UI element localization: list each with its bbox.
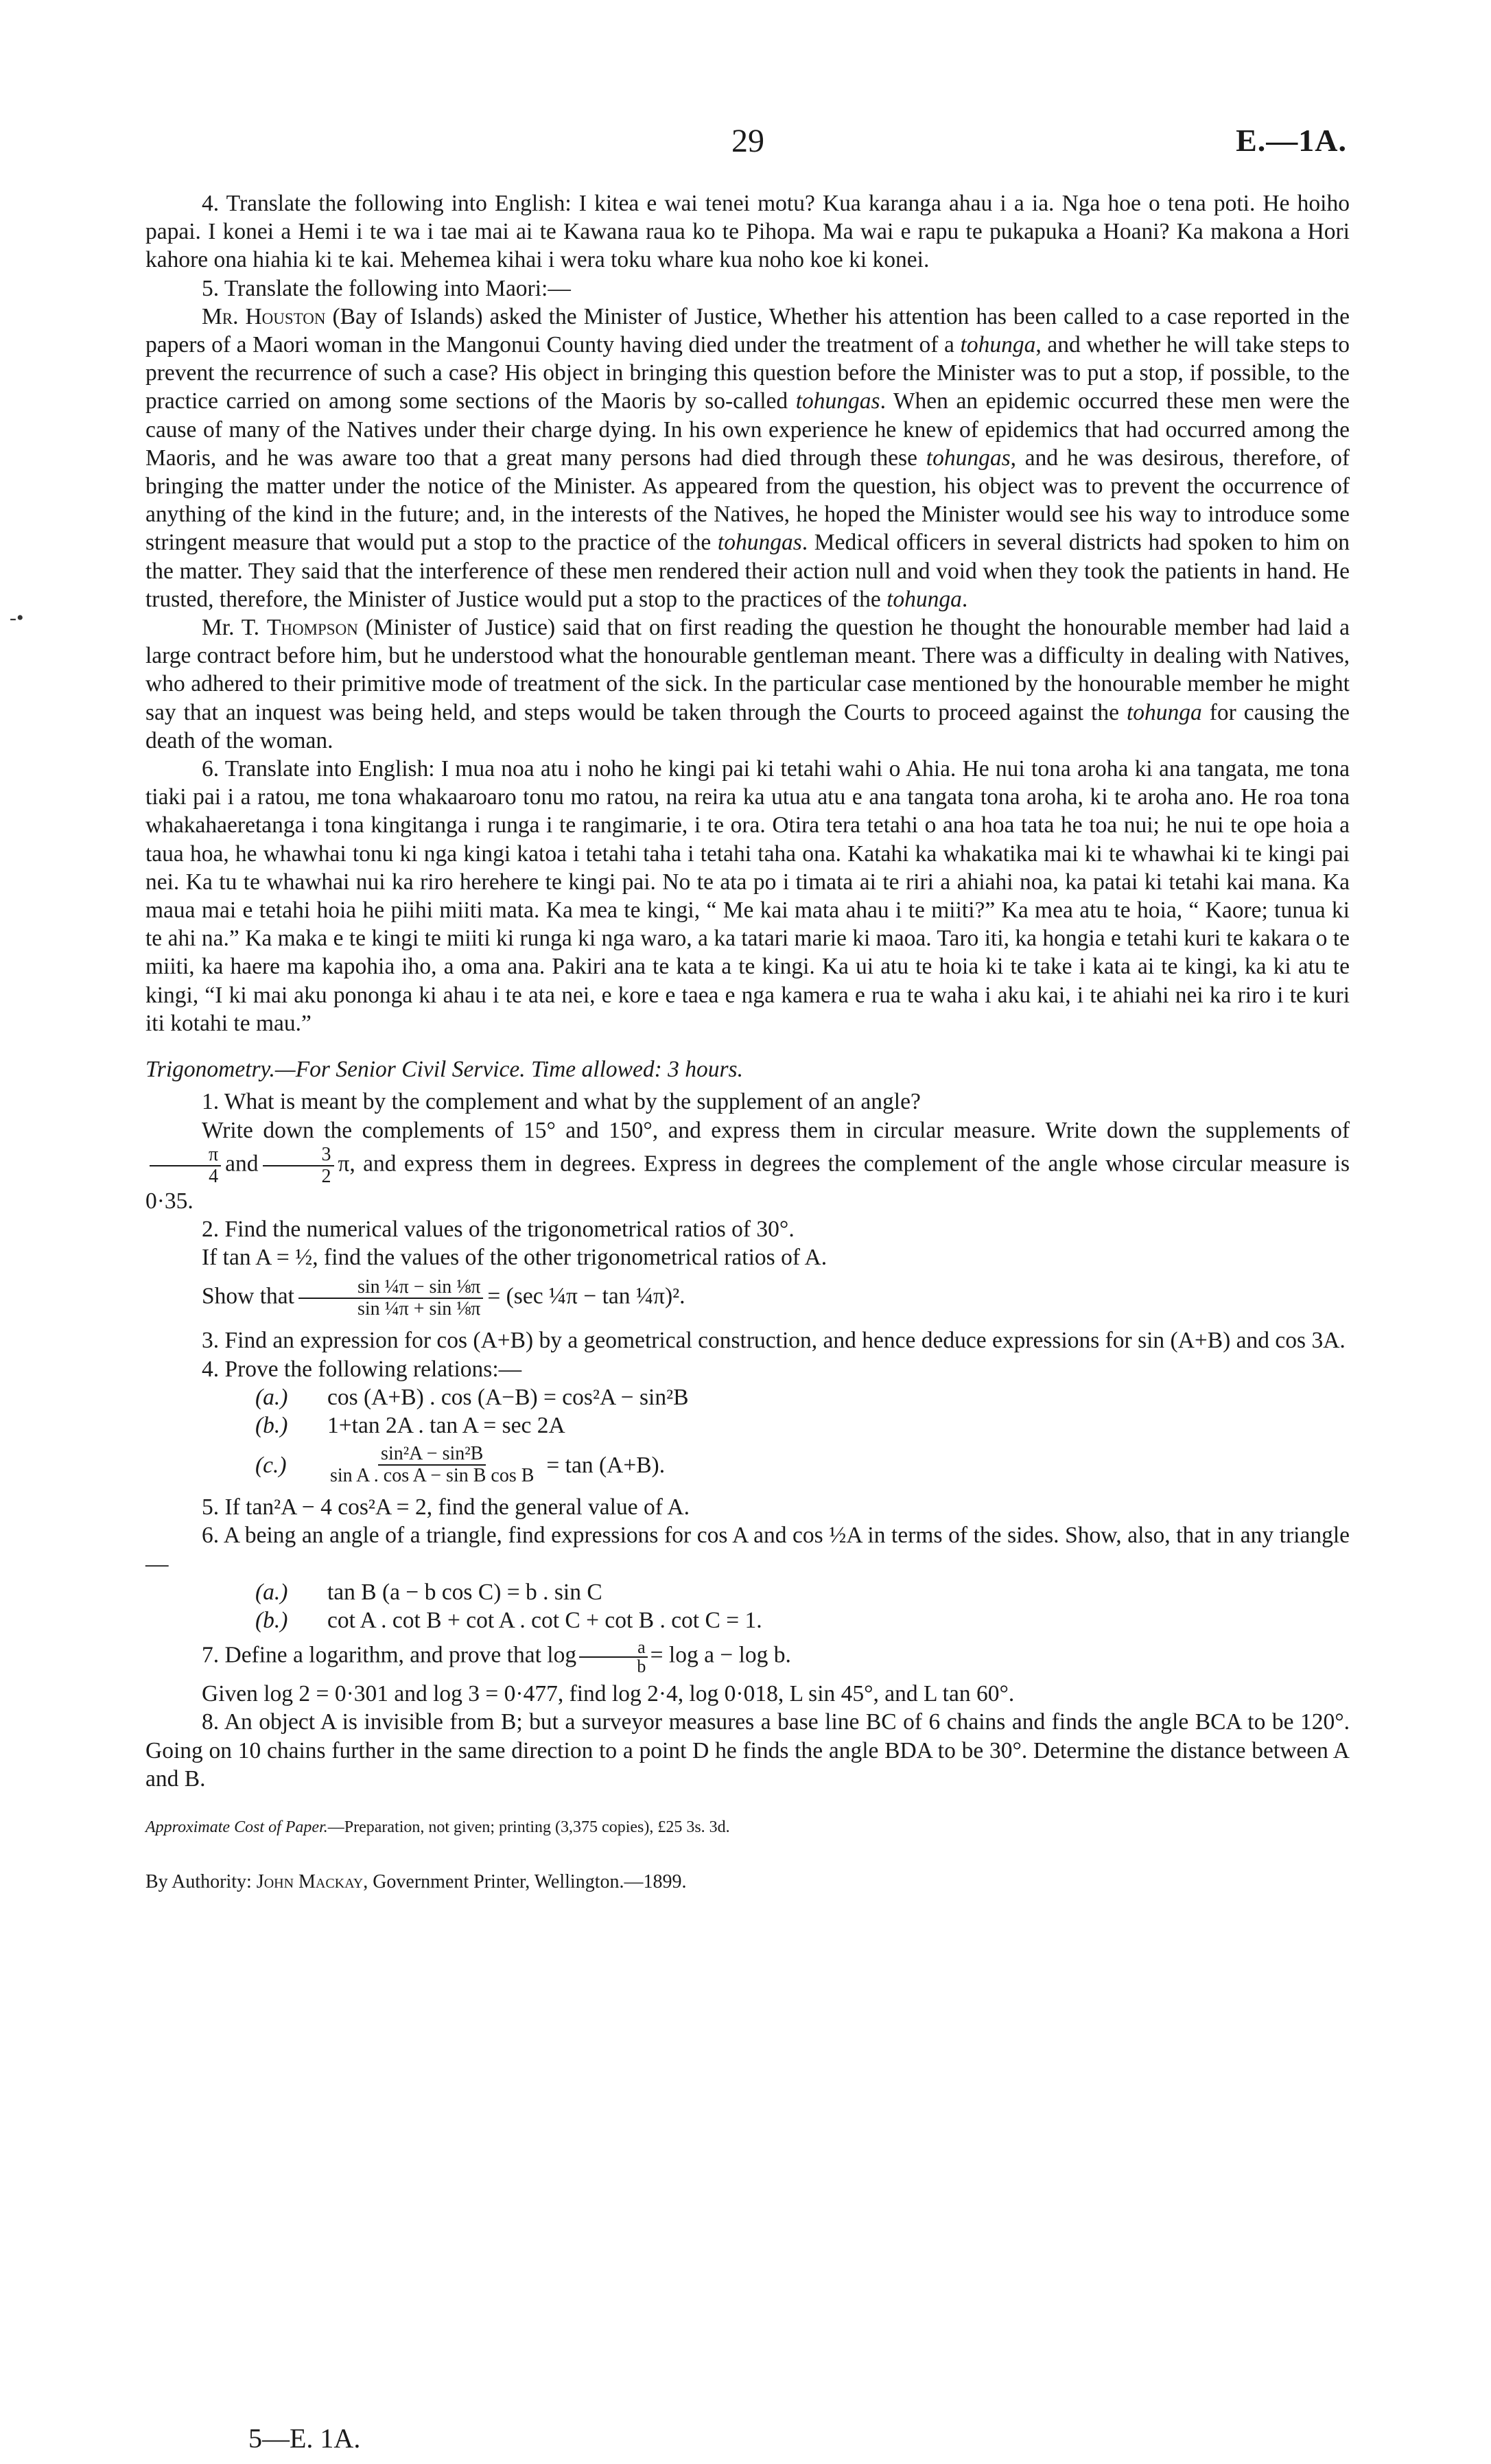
printer-authority: By Authority: John Mackay, Government Printer, Wellington.—1899. [145,1871,687,1893]
relation-a: (a.) cos (A+B) . cos (A−B) = cos²A − sin²B [255,1384,689,1410]
question-5: 5. Translate the following into Maori:— [202,275,571,301]
trig-question-6: 6. A being an angle of a triangle, find expressions for cos A and cos ½A in terms of the sides. Show, also, that in any triangle— [145,1523,1350,1577]
main-text [145,189,1350,1896]
document-code: E.—1A. [1236,123,1347,158]
trig-question-7b: Given log 2 = 0·301 and log 3 = 0·477, find log 2·4, log 0·018, L sin 45°, and L tan 60°. [202,1681,1015,1707]
trig-question-1b: Write down the complements of 15° and 150°, and express them in circular measure. Write down the supplements of $\frac{\pi}{4}$ and $\frac{3}{2}$ π, and express them in degrees. Express in degrees the complement of the angle whose circular measure is 0·35. [145,1117,1350,1214]
speaker-name: Mr. Houston [202,303,326,329]
trig-question-7: 7. Define a logarithm, and prove that log $\frac{a}{b}$ = log a − log b. [202,1637,791,1677]
trig-question-2c: Show that $\frac{\text{sin ¼π − sin ⅛π}}{\text{sin ¼π + sin ⅛π}}$ = (sec ¼π − tan ¼π)². [202,1276,685,1320]
margin-mark: -• [10,607,24,629]
identity-b: (b.) cot A . cot B + cot A . cot C + cot B . cot C = 1. [255,1607,762,1633]
translation-passage-1: Mr. Houston (Bay of Islands) asked the Minister of Justice, Whether his attention has been called to a case reported in the papers of a Maori woman in the Mangonui County having died under the treatment of a tohunga, and whether he will take steps to prevent the recurrence of such a case? His object in bringing this question before the Minister was to put a stop, if possible, to the practice carried on among some sections of the Maoris by so-called tohungas. When an epidemic occurred these men were the cause of many of the Natives under their charge dying. In his own experience he knew of epidemics that had occurred among the Maoris, and he was aware too that a great many persons had died through these tohungas, and he was desirous, therefore, of bringing the matter under the notice of the Minister. As appeared from the question, his object was to prevent the occurrence of anything of the kind in the future; and, in the interests of the Natives, he hoped the Minister would see his way to introduce some stringent measure that would put a stop to the practice of the tohungas. Medical officers in several districts had spoken to him on the matter. They said that the interference of these men rendered their action null and void when they took the patients in hand. He trusted, therefore, the Minister of Justice would put a stop to the practices of the tohunga. [145,303,1350,612]
trig-question-8: 8. An object A is invisible from B; but a surveyor measures a base line BC of 6 chains and finds the angle BCA to be 120°. Going on 10 chains further in the same direction to a point D he finds the angle BDA to be 30°. Determine the distance between A and B. [145,1709,1350,1792]
fraction: $\frac{\text{sin²A − sin²B}}{\text{sin A . cos A − sin B cos B}}$ [330,1443,535,1487]
trig-question-2a: 2. Find the numerical values of the trigonometrical ratios of 30°. [202,1216,795,1242]
page-number: 29 [731,123,764,159]
trig-question-3: 3. Find an expression for cos (A+B) by a geometrical construction, and hence deduce expressions for sin (A+B) and cos 3A. [202,1328,1346,1354]
trig-question-1a: 1. What is meant by the complement and what by the supplement of an angle? [202,1089,921,1115]
file-reference: 5—E. 1A. [248,2423,361,2454]
relation-b: (b.) 1+tan 2A . tan A = sec 2A [255,1412,565,1438]
question-6: 6. Translate into English: I mua noa atu i noho he kingi pai ki tetahi wahi o Ahia. He nui tona aroha ki ana tangata, me tona tiaki pai i a ratou, me tona whakaaroaro tonu mo ratou, na reira ka utua atu e ana tangata tona aroha, ki te aroha ano. He roa tona whakahaeretanga i tona kingitanga i runga i te rangimarie, i te ora. Otira tera tetahi o ana hoa tata he toa nui; he nui te ope hoia a taua hoa, he whawhai tonu ki nga kingi katoa i tetahi taha i tetahi taha ona. Katahi ka whakatika mai ki te whawhai ki te kingi pai nei. Ka tu te whawhai nui ka riro herehere te kingi pai. No te ata po i timata ai te riri a ahiahi noa, ka patai ki tetahi kai mana. Ka maua mai e tetahi hoia he piihi miiti mata. Ka mea te kingi, “ Me kai mata ahau i te miiti?” Ka mea atu te hoia, “ Kaore; tunua ki te ahi na.” Ka maka e te kingi te miiti ki runga ki nga waro, a ka tatari marie ki maoa. Taro iti, ka hongia e tetahi kuri te kakara o te miiti, ka haere ma kapohia iho, a oma ana. Pakiri ana te kata a te kingi. Ka ui atu te hoia ki te take i kata ai te kingi, ka ki atu te kingi, “I ki mai aku pononga ki ahau i te ata nei, e kore e taea e nga kamera e rua te waha i aku kai, i te ahiahi nei ka riro i te kuri iti kotahi te mau.” [145,756,1350,1036]
trig-question-4: 4. Prove the following relations:— [202,1356,522,1382]
trig-question-5: 5. If tan²A − 4 cos²A = 2, find the general value of A. [202,1494,690,1521]
speaker-name: Thompson [266,615,358,641]
identity-a: (a.) tan B (a − b cos C) = b . sin C [255,1579,602,1605]
section-title: Trigonometry.—For Senior Civil Service. Time allowed: 3 hours. [145,1057,743,1083]
fraction: $\frac{\pi}{4}$ [150,1145,221,1187]
fraction: $\frac{3}{2}$ [263,1145,334,1187]
question-4: 4. Translate the following into English: I kitea e wai tenei motu? Kua karanga ahau i a ia. Nga hoe o tena poti. He hoiho papai. I konei a Hemi i te wa i tae mai ai te Kawana raua ko te Pihopa. Ma wai e rapu te pukapuka a Hoani? Ka makona a Hori kahore ona hiahia ki te kai. Mehemea kihai i wera toku whare kua noho koe ki konei. [145,191,1350,273]
cost-note: Approximate Cost of Paper.—Preparation, not given; printing (3,375 copies), £25 3s. 3d. [145,1818,730,1836]
trig-question-2b: If tan A = ½, find the values of the other trigonometrical ratios of A. [202,1245,827,1271]
translation-passage-2: Mr. T. Thompson (Minister of Justice) said that on first reading the question he thought the honourable member had laid a large contract before him, but he understood what the honourable gentleman meant. There was a difficulty in dealing with Natives, who adhered to their primitive mode of treatment of the sick. In the particular case mentioned by the honourable member he might say that an inquest was being held, and steps would be taken through the Courts to proceed against the tohunga for causing the death of the woman. [145,615,1350,753]
fraction: $\frac{\text{sin ¼π − sin ⅛π}}{\text{sin ¼π + sin ⅛π}}$ [298,1277,483,1319]
fraction: $\frac{a}{b}$ [579,1639,648,1676]
relation-c: (c.) $\frac{\text{sin²A − sin²B}}{\text{sin A . cos A − sin B cos B}}$ = tan (A+B). [255,1443,666,1487]
